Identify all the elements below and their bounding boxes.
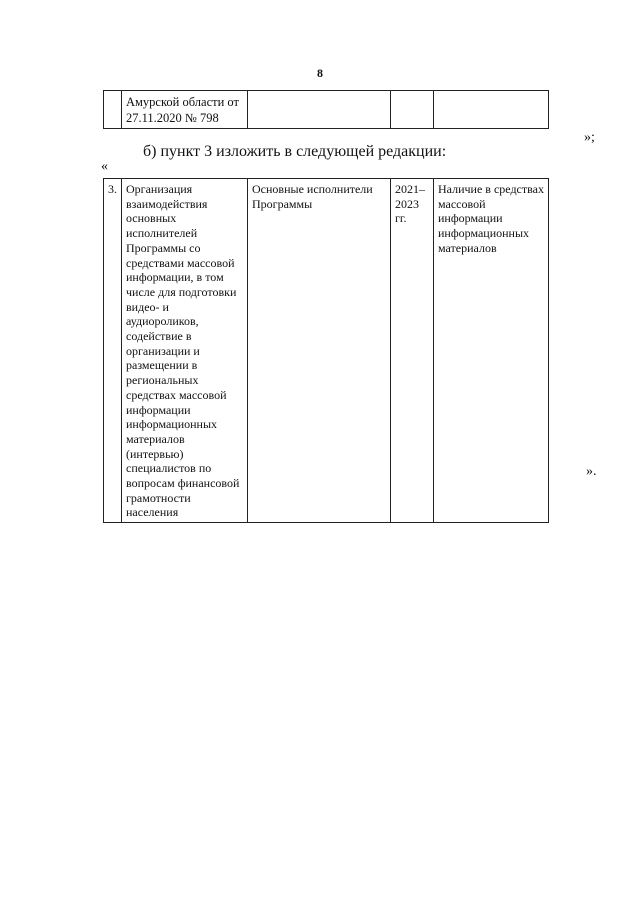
closing-quote-final: ». (586, 464, 597, 479)
table-cell-number: 3. (104, 179, 122, 523)
table-cell-executors: Основные исполнители Программы (248, 179, 391, 523)
closing-quote: »; (584, 130, 595, 145)
table-cell-activity: Амурской области от 27.11.2020 № 798 (122, 91, 248, 129)
table-item-3 (103, 178, 549, 523)
page-number: 8 (317, 66, 323, 80)
table-cell-result (434, 91, 549, 129)
table-cell-executors (248, 91, 391, 129)
table-cell-activity: Организация взаимодействия основных исполнителей Программы со средствами массовой информации, в том числе для подготовки видео- и аудиороликов, содействие в организации и размещении в региональных средствах массовой информации информационных материалов (интервью) специалистов по вопросам финансовой грамотности населения (122, 179, 248, 523)
table-cell-term (391, 91, 434, 129)
table-cell-number (104, 91, 122, 129)
table-continuation (103, 90, 549, 129)
amendment-instruction: б) пункт 3 изложить в следующей редакции: (143, 143, 447, 160)
opening-quote: « (101, 159, 108, 174)
table-cell-result: Наличие в средствах массовой информации информационных материалов (434, 179, 549, 523)
table-cell-term: 2021–2023 гг. (391, 179, 434, 523)
table-row (104, 179, 549, 523)
table-row (104, 91, 549, 129)
